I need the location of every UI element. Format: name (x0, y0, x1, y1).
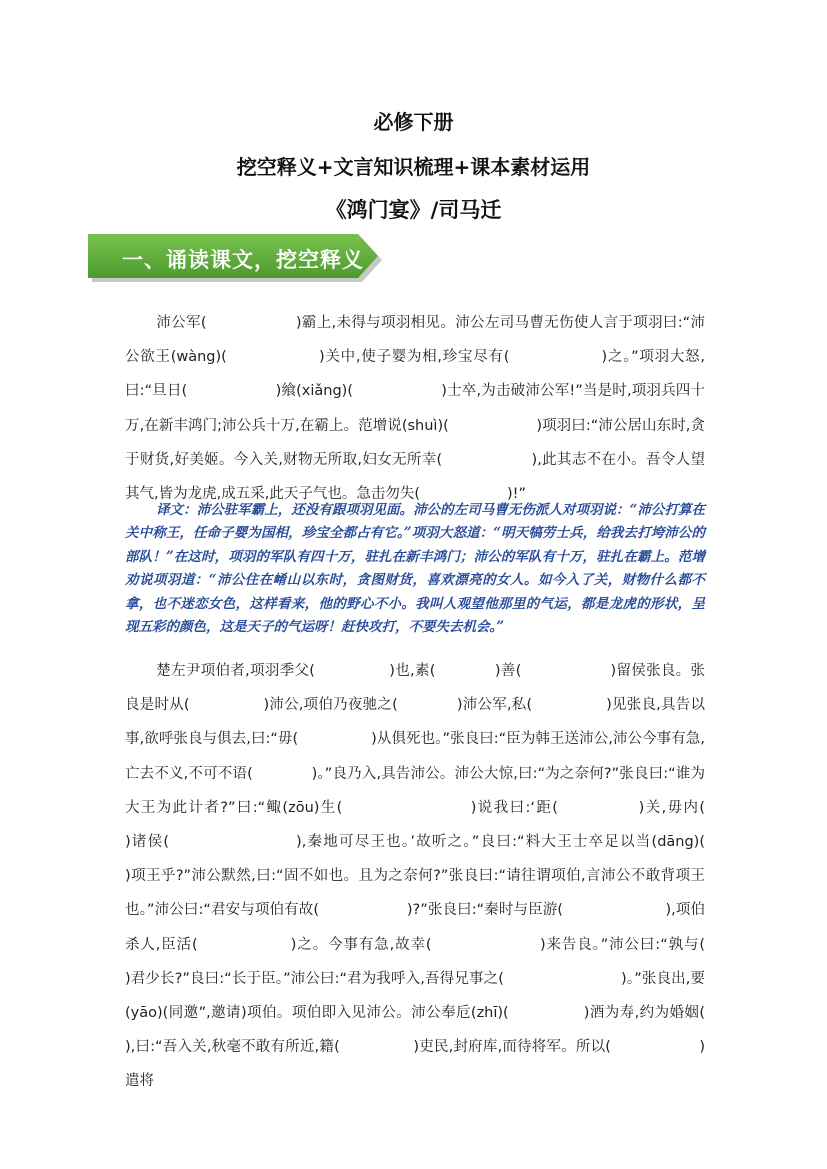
lesson-title: 《鸿门宴》/司马迁 (325, 198, 502, 222)
passage-paragraph-1 (125, 306, 705, 511)
translation-block (125, 499, 705, 639)
passage-paragraph-2 (125, 654, 821, 1099)
document-subtitle: 挖空释义+文言知识梳理+课本素材运用 (236, 155, 591, 179)
book-title: 必修下册 (373, 110, 454, 134)
translation-text: 译文：沛公驻军霸上，还没有跟项羽见面。沛公的左司马曹无伤派人对项羽说：“沛公打算在关中称王，任命子婴为国相，珍宝全都占有它。”项羽大怒道：“明天犒劳士兵，给我去打垮沛公的部队！”在这时，项羽的军队有四十万，驻扎在新丰鸿门；沛公的军队有十万，驻扎在霸上。范增劝说项羽道：“沛公住在崤山以东时，贪图财货，喜欢漂亮的女人。如今入了关，财物什么都不拿，也不迷恋女色，这样看来，他的野心不小。我叫人观望他那里的气运，都是龙虎的形状，呈现五彩的颜色，这是天子的气运呀！赶快攻打，不要失去机会。” (125, 502, 705, 636)
section-banner (88, 232, 384, 284)
passage-1-text: 沛公军( )霸上,未得与项羽相见。沛公左司马曹无伤使人言于项羽曰:“沛公欲王(wàng)( )关中,使子婴为相,珍宝尽有( )之。”项羽大怒,曰:“旦日( )飨(xiǎng)( )士卒,为击破沛公军!”当是时,项羽兵四十万,在新丰鸿门;沛公兵十万,在霸上。范增说(shuì)( )项羽曰:“沛公居山东时,贪于财货,好美姬。今入关,财物无所取,妇女无所幸( ),此其志不在小。吾令人望其气,皆为龙虎,成五采,此天子气也。急击勿失( )!” (125, 315, 705, 503)
passage-2-text: 楚左尹项伯者,项羽季父( )也,素( )善( )留侯张良。张良是时从( )沛公,项伯乃夜驰之( )沛公军,私( )见张良,具告以事,欲呼张良与俱去,曰:“毋( )从俱死也。”张良曰:“臣为韩王送沛公,沛公今事有急,亡去不义,不可不语( )。”良乃入,具告沛公。沛公大惊,曰:“为之奈何?”张良曰:“谁为大王为此计者?”曰:“鲰(zōu)生( )说我曰:‘距( )关,毋内( )诸侯( ),秦地可尽王也。’故听之。”良曰:“料大王士卒足以当(dāng)( )项王乎?”沛公默然,曰:“固不如也。且为之奈何?”张良曰:“请往谓项伯,言沛公不敢背项王也。”沛公曰:“君安与项伯有故( )?”张良曰:“秦时与臣游( ),项伯杀人,臣活( )之。今事有急,故幸( )来告良。”沛公曰:“孰与( )君少长?”良曰:“长于臣。”沛公曰:“君为我呼入,吾得兄事之( )。”张良出,要(yāo)(同邀”,邀请)项伯。项伯即入见沛公。沛公奉卮(zhī)( )酒为寿,约为婚姻( ),曰:“吾入关,秋毫不敢有所近,籍( )吏民,封府库,而待将军。所以( )遣将 (125, 663, 821, 1090)
section-heading: 一、诵读课文，挖空释义 (122, 248, 364, 272)
